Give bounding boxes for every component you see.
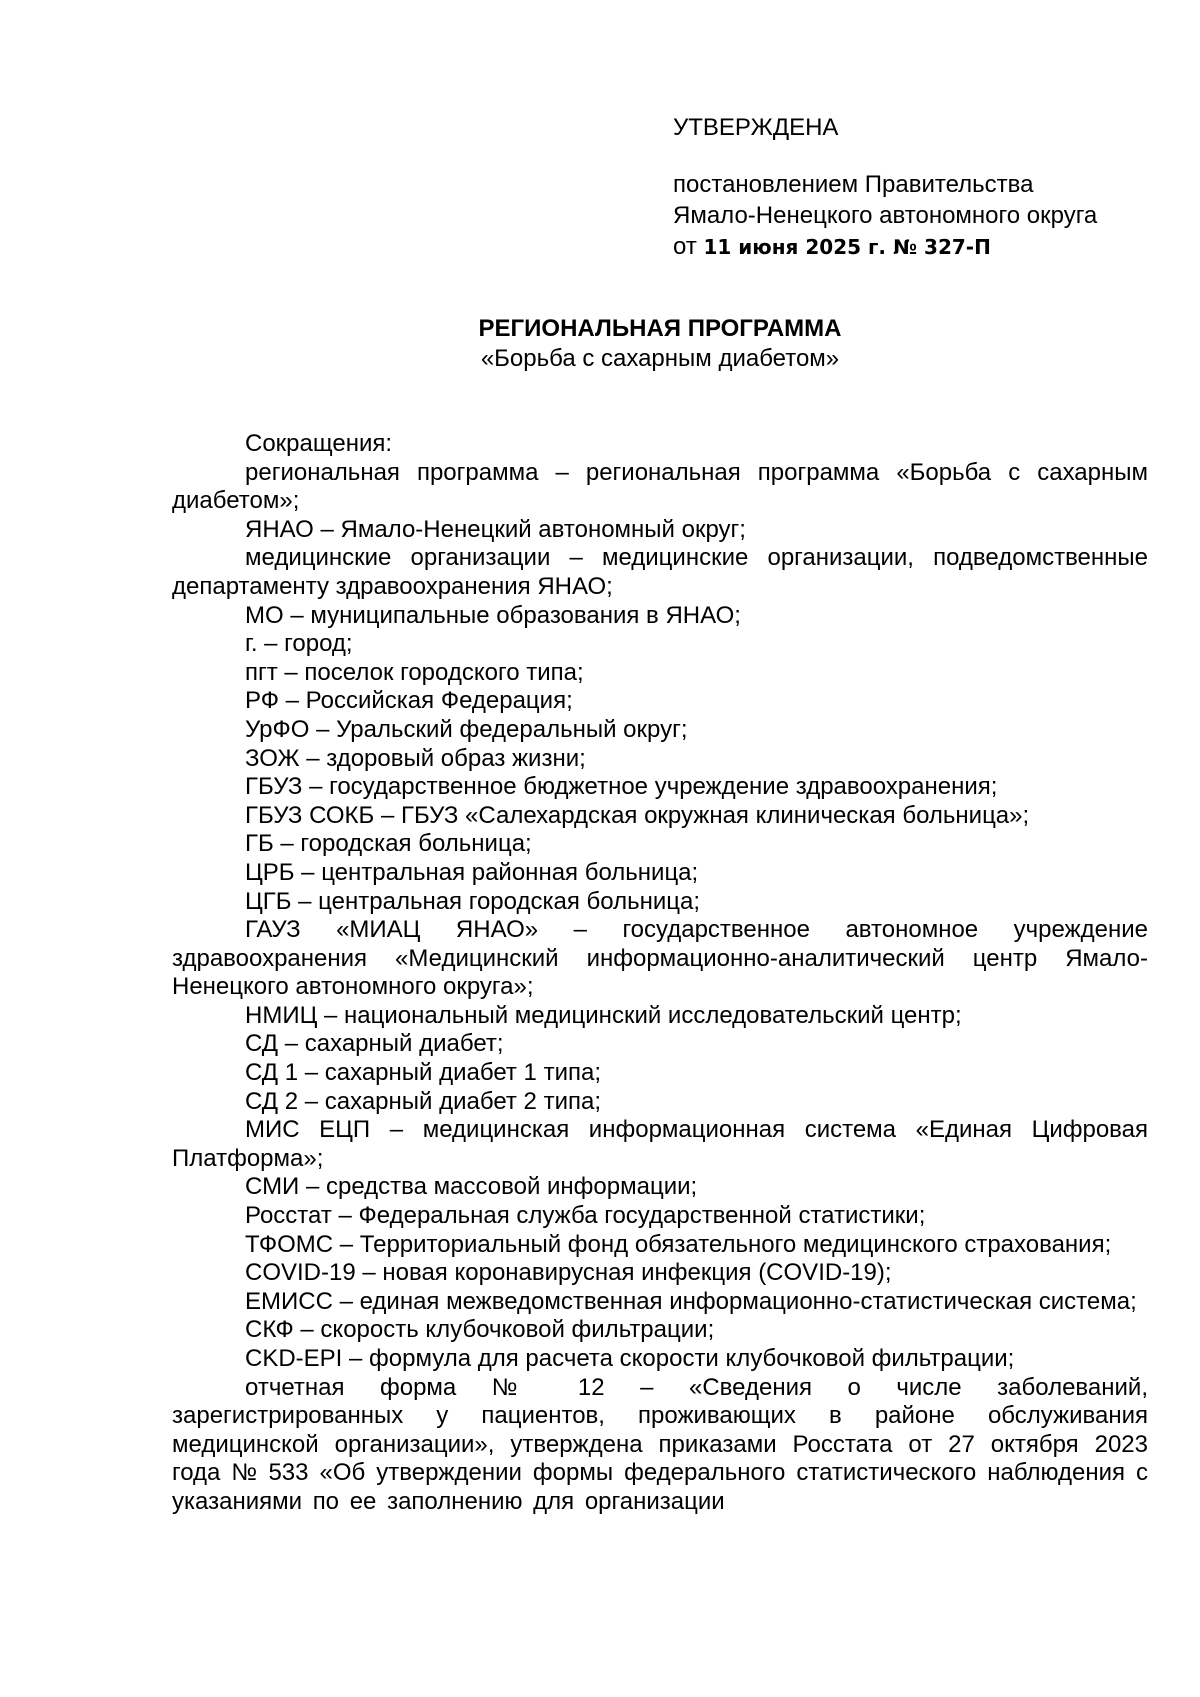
abbreviation-item: ЦРБ – центральная районная больница;	[245, 858, 699, 886]
abbreviation-item: ГБ – городская больница;	[245, 830, 532, 858]
abbreviation-item: СКФ – скорость клубочковой фильтрации;	[245, 1316, 715, 1344]
document-title: РЕГИОНАЛЬНАЯ ПРОГРАММА	[478, 315, 842, 342]
abbreviation-item: медицинские организации – медицинские организации, подведомственные департаменту здравоохранения ЯНАО;	[172, 544, 1148, 600]
abbreviation-item: Росстат – Федеральная служба государственной статистики;	[245, 1202, 926, 1230]
abbreviations-section	[172, 430, 1148, 1517]
abbreviation-item: СМИ – средства массовой информации;	[245, 1173, 698, 1201]
abbreviation-item: НМИЦ – национальный медицинский исследовательский центр;	[245, 1001, 962, 1029]
approval-line-1: постановлением Правительства	[673, 171, 1034, 198]
abbreviation-item: ЦГБ – центральная городская больница;	[245, 887, 701, 915]
abbreviation-item: ЕМИСС – единая межведомственная информационно-статистическая система;	[245, 1287, 1137, 1315]
document-subtitle: «Борьба с сахарным диабетом»	[480, 345, 840, 372]
abbreviation-item: COVID-19 – новая коронавирусная инфекция (COVID-19);	[245, 1259, 892, 1287]
abbreviations-heading: Сокращения:	[245, 430, 393, 457]
abbreviation-item: CKD-EPI – формула для расчета скорости клубочковой фильтрации;	[245, 1345, 1015, 1372]
abbreviation-item: МО – муниципальные образования в ЯНАО;	[245, 601, 741, 629]
approval-date-prefix: от	[673, 233, 697, 260]
abbreviation-item: УрФО – Уральский федеральный округ;	[245, 715, 688, 743]
abbreviation-item: ГАУЗ «МИАЦ ЯНАО» – государственное автономное учреждение здравоохранения «Медицинский информационно-аналитический центр Ямало-Ненецкого автономного округа»;	[172, 916, 1148, 1001]
abbreviation-item: ЯНАО – Ямало-Ненецкий автономный округ;	[245, 515, 746, 543]
abbreviation-item: МИС ЕЦП – медицинская информационная система «Единая Цифровая Платформа»;	[172, 1116, 1148, 1172]
approval-stamp: УТВЕРЖДЕНА	[673, 114, 839, 141]
abbreviation-item: пгт – поселок городского типа;	[245, 658, 584, 686]
abbreviation-item: СД – сахарный диабет;	[245, 1030, 504, 1058]
abbreviation-item: РФ – Российская Федерация;	[245, 687, 573, 715]
abbreviation-item: г. – город;	[245, 630, 353, 658]
approval-block	[673, 112, 1173, 263]
approval-line-2: Ямало-Ненецкого автономного округа	[673, 202, 1098, 229]
abbreviation-item: ГБУЗ – государственное бюджетное учреждение здравоохранения;	[245, 773, 998, 801]
abbreviation-item: СД 2 – сахарный диабет 2 типа;	[245, 1087, 601, 1115]
abbreviation-item: ТФОМС – Территориальный фонд обязательного медицинского страхования;	[245, 1230, 1112, 1258]
abbreviation-item: ГБУЗ СОКБ – ГБУЗ «Салехардская окружная клиническая больница»;	[245, 801, 1030, 829]
abbreviation-item: СД 1 – сахарный диабет 1 типа;	[245, 1059, 601, 1087]
abbreviation-item-form-12: отчетная форма № 12 – «Сведения о числе заболеваний, зарегистрированных у пациентов, проживающих в районе обслуживания медицинской организации», утверждена приказами Росстата от 27 октября 2023 года № 533 «Об утверждении формы федерального статистического наблюдения с указаниями по ее заполнению для организации	[172, 1373, 1148, 1515]
abbreviation-item: ЗОЖ – здоровый образ жизни;	[245, 744, 586, 772]
abbreviation-item: региональная программа – региональная программа «Борьба с сахарным диабетом»;	[172, 458, 1148, 515]
approval-date: 11 июня 2025 г. № 327-П	[703, 235, 991, 259]
approval-date-line	[673, 231, 1173, 263]
